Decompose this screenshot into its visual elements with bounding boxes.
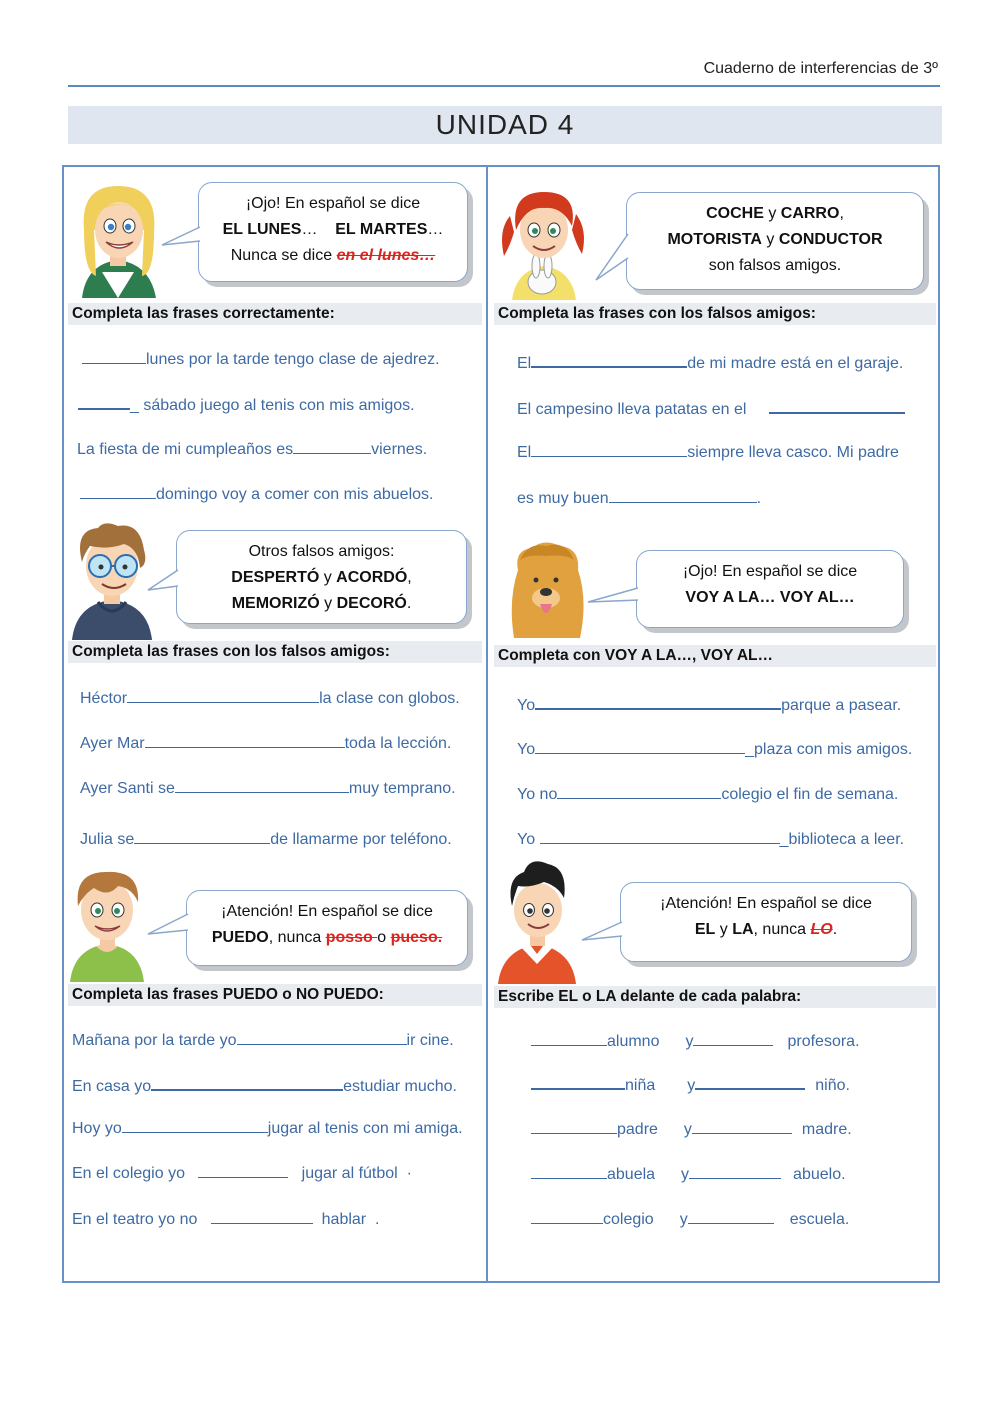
answer-blank[interactable] — [211, 1209, 313, 1224]
answer-blank[interactable] — [175, 778, 349, 793]
bubble-keyword: PUEDO — [211, 929, 269, 946]
exercise-line: En casa yo estudiar mucho. — [72, 1075, 457, 1096]
bubble-tail — [146, 568, 180, 594]
answer-blank[interactable] — [769, 398, 905, 414]
exercise-line: El siempre lleva casco. Mi padre — [517, 444, 899, 461]
exercise-line: Ayer Santi se muy temprano. — [80, 780, 456, 797]
exercise-line: Yo parque a pasear. — [517, 694, 901, 715]
bubble-keyword: COCHE — [706, 205, 764, 222]
boy-with-glasses-illustration — [68, 520, 156, 640]
tip-bubble-coche: COCHE y CARRO, MOTORISTA y CONDUCTOR son falsos amigos. — [626, 192, 924, 290]
section-heading: Completa con VOY A LA…, VOY AL… — [494, 645, 936, 667]
answer-blank[interactable] — [293, 439, 371, 454]
section-heading: Completa las frases con los falsos amigos: — [68, 641, 482, 663]
answer-blank[interactable] — [535, 739, 745, 754]
bubble-text: … — [301, 221, 318, 238]
bubble-keyword: EL MARTES — [335, 221, 428, 238]
answer-blank[interactable] — [145, 733, 345, 748]
incorrect-form: posso — [325, 929, 378, 946]
exercise-line: es muy buen . — [517, 490, 762, 507]
bubble-keyword: CARRO — [780, 205, 840, 222]
exercise-line: En el teatro yo no hablar . — [72, 1211, 380, 1228]
bubble-keyword: DESPERTÓ — [231, 569, 320, 586]
section-heading: Escribe EL o LA delante de cada palabra: — [494, 986, 936, 1008]
tip-bubble-lunes — [198, 182, 468, 282]
bubble-keyword: ACORDÓ — [336, 569, 408, 586]
exercise-line: Yo _plaza con mis amigos. — [517, 741, 913, 758]
section-heading: Completa las frases correctamente: — [68, 303, 482, 325]
bubble-keyword: CONDUCTOR — [778, 231, 883, 248]
bubble-tail — [580, 920, 624, 944]
answer-blank[interactable] — [693, 1031, 773, 1046]
bubble-keyword: VOY A LA… VOY AL… — [685, 589, 855, 606]
answer-blank[interactable] — [122, 1118, 268, 1133]
answer-blank[interactable] — [151, 1075, 343, 1091]
answer-blank[interactable] — [198, 1163, 288, 1178]
exercise-line: El de mi madre está en el garaje. — [517, 352, 903, 373]
redhead-girl-illustration — [496, 186, 588, 300]
word-pair-row: abuela y abuelo. — [531, 1164, 846, 1184]
dark-haired-boy-illustration — [496, 858, 578, 984]
bubble-keyword: LA — [732, 921, 754, 938]
answer-blank[interactable] — [557, 784, 721, 799]
exercise-line: Yo _biblioteca a leer. — [517, 831, 905, 848]
exercise-line: El campesino lleva patatas en el — [517, 398, 905, 419]
bubble-tail — [160, 225, 202, 249]
incorrect-form: LO — [810, 921, 833, 938]
section-heading: Completa las frases con los falsos amigos: — [494, 303, 936, 325]
word-pair-row: colegio y escuela. — [531, 1209, 849, 1229]
tip-bubble-falsos-amigos: Otros falsos amigos: DESPERTÓ y ACORDÓ, MEMORIZÓ y DECORÓ. — [176, 530, 467, 624]
tip-bubble-el-la: ¡Atención! En español se dice EL y LA, nunca LO. — [620, 882, 912, 962]
answer-blank[interactable] — [695, 1074, 805, 1090]
bubble-text: … — [427, 221, 444, 238]
tip-bubble-puedo: ¡Atención! En español se dice PUEDO, nunca posso o pueso. — [186, 890, 468, 966]
exercise-line: Héctor la clase con globos. — [80, 690, 460, 707]
incorrect-form: pueso. — [390, 929, 443, 946]
shaggy-dog-illustration — [508, 540, 584, 638]
bubble-text: son falsos amigos. — [708, 257, 842, 274]
exercise-line: Hoy yo jugar al tenis con mi amiga. — [72, 1120, 463, 1137]
exercise-line: lunes por la tarde tengo clase de ajedrez. — [82, 349, 440, 369]
answer-blank[interactable] — [609, 488, 757, 503]
answer-blank[interactable] — [531, 1031, 607, 1046]
bubble-text: ¡Ojo! En español se dice — [245, 195, 421, 212]
answer-blank[interactable] — [535, 694, 781, 710]
word-pair-row: niña y niño. — [531, 1074, 850, 1095]
bubble-tail — [146, 912, 190, 938]
page-title: UNIDAD 4 — [435, 109, 575, 140]
exercise-line: Yo no colegio el fin de semana. — [517, 786, 899, 803]
bubble-text: ¡Ojo! En español se dice — [682, 563, 858, 580]
answer-blank[interactable] — [531, 1074, 625, 1090]
answer-blank[interactable] — [531, 1164, 607, 1179]
bubble-keyword: EL LUNES — [222, 221, 302, 238]
answer-blank[interactable] — [531, 1119, 617, 1134]
bubble-tail — [586, 586, 640, 606]
answer-blank[interactable] — [237, 1030, 407, 1045]
exercise-line: Julia se de llamarme por teléfono. — [80, 831, 452, 848]
answer-blank[interactable] — [78, 394, 130, 410]
bubble-keyword: MOTORISTA — [667, 231, 762, 248]
bubble-text: ¡Atención! En español se dice — [221, 903, 433, 920]
title-band — [68, 106, 942, 144]
worksheet-frame — [62, 165, 940, 1283]
incorrect-form: en el lunes… — [336, 247, 436, 264]
boy-green-shirt-illustration — [66, 866, 148, 982]
bubble-text: Nunca se dice — [230, 247, 337, 264]
header-rule — [68, 85, 940, 87]
answer-blank[interactable] — [688, 1209, 774, 1224]
exercise-line: La fiesta de mi cumpleaños es viernes. — [77, 441, 428, 458]
bubble-tail — [594, 232, 630, 282]
bubble-keyword: MEMORIZÓ — [231, 595, 320, 612]
section-heading: Completa las frases PUEDO o NO PUEDO: — [68, 984, 482, 1006]
bubble-keyword: EL — [694, 921, 716, 938]
exercise-line: _ sábado juego al tenis con mis amigos. — [78, 394, 415, 415]
answer-blank[interactable] — [531, 352, 687, 368]
answer-blank[interactable] — [689, 1164, 781, 1179]
answer-blank[interactable] — [531, 442, 687, 457]
exercise-line: En el colegio yo jugar al fútbol · — [72, 1165, 412, 1182]
bubble-text: ¡Atención! En español se dice — [660, 895, 872, 912]
answer-blank[interactable] — [82, 349, 146, 364]
answer-blank[interactable] — [127, 688, 319, 703]
blonde-girl-illustration — [72, 180, 164, 298]
answer-blank[interactable] — [134, 829, 270, 844]
answer-blank[interactable] — [531, 1209, 603, 1224]
tip-bubble-voy-a — [636, 550, 904, 628]
answer-blank[interactable] — [692, 1119, 792, 1134]
exercise-line: Ayer Mar toda la lección. — [80, 735, 452, 752]
exercise-line: Mañana por la tarde yo ir cine. — [72, 1032, 454, 1049]
header-text: Cuaderno de interferencias de 3º — [703, 60, 938, 77]
exercise-line: domingo voy a comer con mis abuelos. — [80, 484, 433, 504]
answer-blank[interactable] — [80, 484, 156, 499]
word-pair-row: alumno y profesora. — [531, 1031, 860, 1051]
bubble-text: Otros falsos amigos: — [248, 543, 395, 560]
answer-blank[interactable] — [540, 829, 780, 844]
word-pair-row: padre y madre. — [531, 1119, 852, 1139]
bubble-keyword: DECORÓ — [336, 595, 407, 612]
column-divider — [486, 167, 488, 1281]
